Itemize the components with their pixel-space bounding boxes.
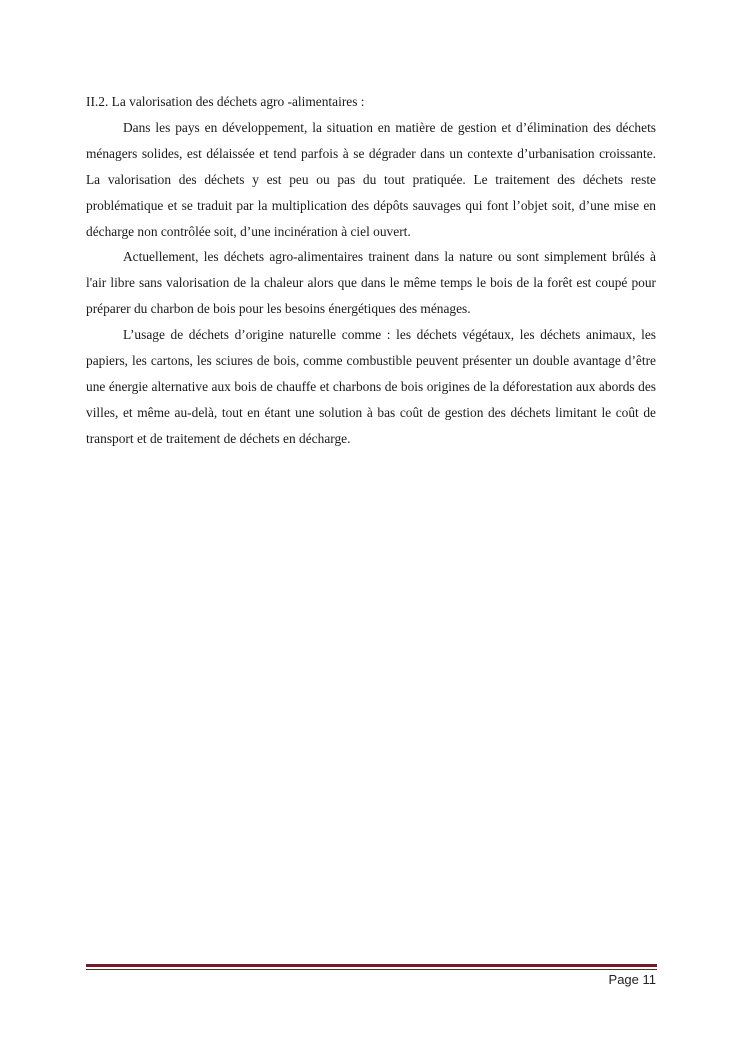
paragraph-2: Actuellement, les déchets agro-alimentaires trainent dans la nature ou sont simplement brûlés à l'air libre sans valorisation de la chaleur alors que dans le même temps le bois de la forêt est coupé pour préparer du charbon de bois pour les besoins énergétiques des ménages.	[86, 249, 656, 317]
footer-rule-thick	[86, 964, 657, 967]
paragraph-1: Dans les pays en développement, la situation en matière de gestion et d’élimination des déchets ménagers solides, est délaissée et tend parfois à se dégrader dans un contexte d’urbanisation croissante. La valorisation des déchets y est peu ou pas du tout pratiquée. Le traitement des déchets reste problématique et se traduit par la multiplication des dépôts sauvages qui font l’objet soit, d’une mise en décharge non contrôlée soit, d’une incinération à ciel ouvert.	[86, 119, 656, 239]
page-number: Page 11	[608, 972, 656, 987]
page-body	[86, 89, 656, 452]
footer-rule-thin	[86, 969, 657, 970]
section-heading: II.2. La valorisation des déchets agro -alimentaires :	[86, 94, 365, 109]
paragraph-3: L’usage de déchets d’origine naturelle comme : les déchets végétaux, les déchets animaux, les papiers, les cartons, les sciures de bois, comme combustible peuvent présenter un double avantage d’être une énergie alternative aux bois de chauffe et charbons de bois origines de la déforestation aux abords des villes, et même au-delà, tout en étant une solution à bas coût de gestion des déchets limitant le coût de transport et de traitement de déchets en décharge.	[86, 327, 656, 446]
